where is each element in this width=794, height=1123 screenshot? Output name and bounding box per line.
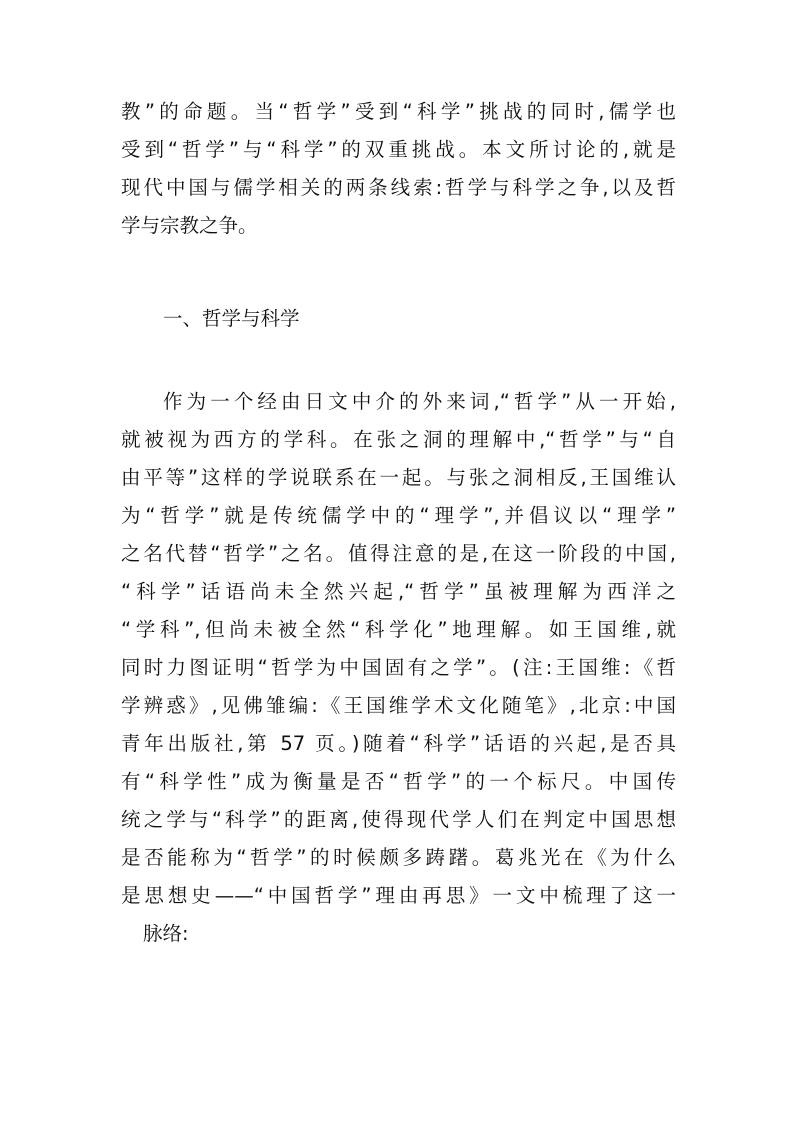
paragraph-line: 作为一个经由日文中介的外来词,“哲学”从一开始, xyxy=(163,390,676,413)
paragraph-line: 之名代替“哲学”之名。值得注意的是,在这一阶段的中国, xyxy=(121,542,676,565)
paragraph-line: 为“哲学”就是传统儒学中的“理学”,并倡议以“理学” xyxy=(121,504,676,527)
paragraph-line: 同时力图证明“哲学为中国固有之学”。(注:王国维:《哲 xyxy=(121,656,676,679)
paragraph-line: “学科”,但尚未被全然“科学化”地理解。如王国维,就 xyxy=(121,618,676,641)
section-heading: 一、哲学与科学 xyxy=(163,307,300,330)
paragraph-line: 学与宗教之争。 xyxy=(121,214,258,237)
paragraph-line: 现代中国与儒学相关的两条线索:哲学与科学之争,以及哲 xyxy=(121,176,676,199)
paragraph-line: 统之学与“科学”的距离,使得现代学人们在判定中国思想 xyxy=(121,808,676,831)
paragraph-line: 有“科学性”成为衡量是否“哲学”的一个标尺。中国传 xyxy=(121,770,676,793)
paragraph-line: 是思想史——“中国哲学”理由再思》一文中梳理了这一 xyxy=(121,884,676,907)
paragraph-line: “科学”话语尚未全然兴起,“哲学”虽被理解为西洋之 xyxy=(121,580,676,603)
paragraph-line: 由平等”这样的学说联系在一起。与张之洞相反,王国维认 xyxy=(121,466,676,489)
paragraph-line: 学辨惑》,见佛雏编:《王国维学术文化随笔》,北京:中国 xyxy=(121,694,676,717)
paragraph-line: 就被视为西方的学科。在张之洞的理解中,“哲学”与“自 xyxy=(121,428,676,451)
paragraph-line: 受到“哲学”与“科学”的双重挑战。本文所讨论的,就是 xyxy=(121,138,676,161)
paragraph-line: 是否能称为“哲学”的时候颇多踌躇。葛兆光在《为什么 xyxy=(121,846,676,869)
paragraph-line: 脉络: xyxy=(143,922,189,945)
paragraph-line: 教”的命题。当“哲学”受到“科学”挑战的同时,儒学也 xyxy=(121,100,676,123)
paragraph-line: 青年出版社,第 57 页。)随着“科学”话语的兴起,是否具 xyxy=(121,732,676,755)
